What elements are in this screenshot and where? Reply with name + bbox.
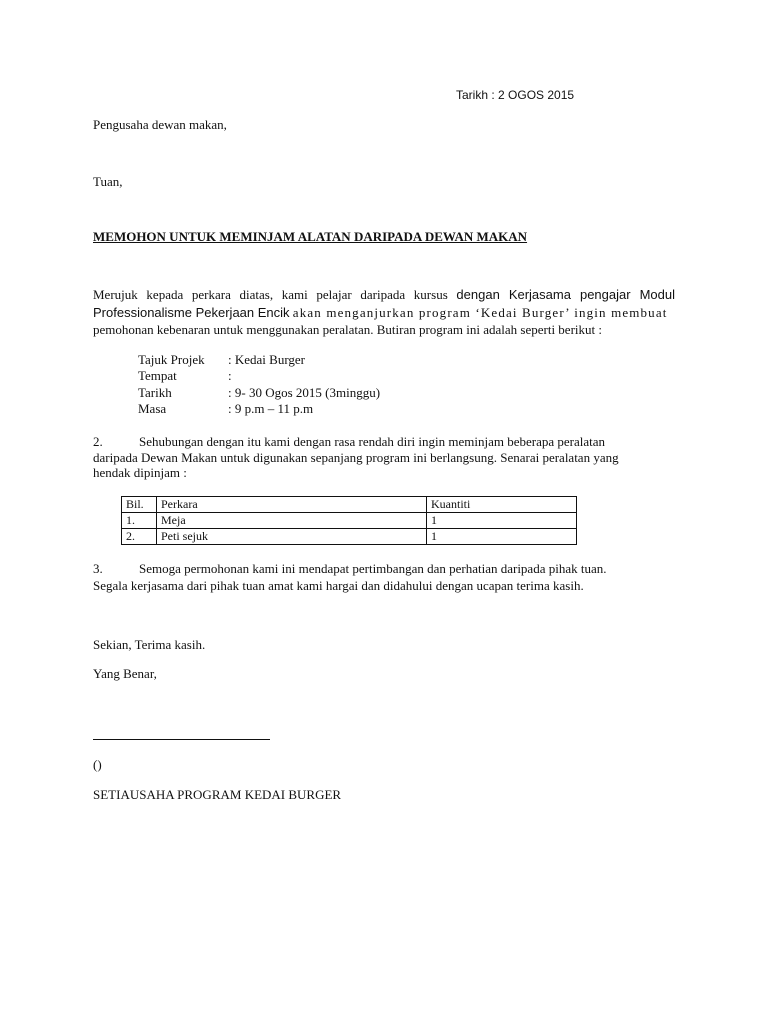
para1-line2b: akan menganjurkan program ‘Kedai Burger’ ingin membuat [292,305,668,320]
signer-title: SETIAUSAHA PROGRAM KEDAI BURGER [93,787,342,802]
table-cell: 2. [122,529,157,545]
detail-value: : [228,368,232,384]
table-row [122,513,577,529]
para2-line3: hendak dipinjam : [93,465,187,480]
detail-label: Tempat [138,368,177,384]
detail-row [138,352,380,368]
para1-line2a: Professionalisme Pekerjaan Encik [93,305,290,320]
salutation: Tuan, [93,174,123,189]
para2-number: 2. [93,434,103,449]
column-header: Perkara [157,497,427,513]
closing: Sekian, Terima kasih. [93,637,206,652]
table-cell: Meja [157,513,427,529]
detail-row [138,368,380,384]
signer-name: () [93,757,102,772]
para3-number: 3. [93,561,103,576]
table-cell: Peti sejuk [157,529,427,545]
table-cell: 1. [122,513,157,529]
para3-text: Semoga permohonan kami ini mendapat pertimbangan dan perhatian daripada pihak tuan. [139,561,607,576]
detail-value: : 9- 30 Ogos 2015 (3minggu) [228,384,381,400]
detail-label: Masa [138,400,167,416]
signature-line [93,739,270,740]
detail-label: Tarikh [138,384,172,400]
para3-line1 [93,561,607,577]
equipment-table [121,496,577,545]
recipient: Pengusaha dewan makan, [93,117,227,132]
table-header-row [122,497,577,513]
letter-subject: MEMOHON UNTUK MEMINJAM ALATAN DARIPADA DEWAN MAKAN [93,229,528,244]
detail-row [138,401,380,417]
table-row [122,529,577,545]
column-header: Bil. [122,497,157,513]
table-cell: 1 [427,513,577,529]
para1-line2 [93,305,668,321]
para1-line1 [93,286,675,304]
para1-line3: pemohonan kebenaran untuk menggunakan peralatan. Butiran program ini adalah seperti berikut : [93,322,602,337]
para1-line1a: Merujuk kepada perkara diatas, kami pelajar daripada kursus [93,287,448,302]
letter-date: Tarikh : 2 OGOS 2015 [456,88,575,102]
table-cell: 1 [427,529,577,545]
detail-row [138,385,380,401]
para3-line2: Segala kerjasama dari pihak tuan amat kami hargai dan didahului dengan ucapan terima kasih. [93,578,584,593]
column-header: Kuantiti [427,497,577,513]
para2-line1 [93,434,605,450]
signoff: Yang Benar, [93,666,157,681]
detail-value: : 9 p.m – 11 p.m [228,400,314,416]
program-details [138,352,380,417]
detail-value: : Kedai Burger [228,352,306,367]
para1-line1b: dengan Kerjasama pengajar Modul [456,287,675,302]
detail-label: Tajuk Projek [138,352,205,367]
para2-text: Sehubungan dengan itu kami dengan rasa rendah diri ingin meminjam beberapa peralatan [139,434,606,449]
para2-line2: daripada Dewan Makan untuk digunakan sepanjang program ini berlangsung. Senarai peralatan yang [93,450,619,465]
